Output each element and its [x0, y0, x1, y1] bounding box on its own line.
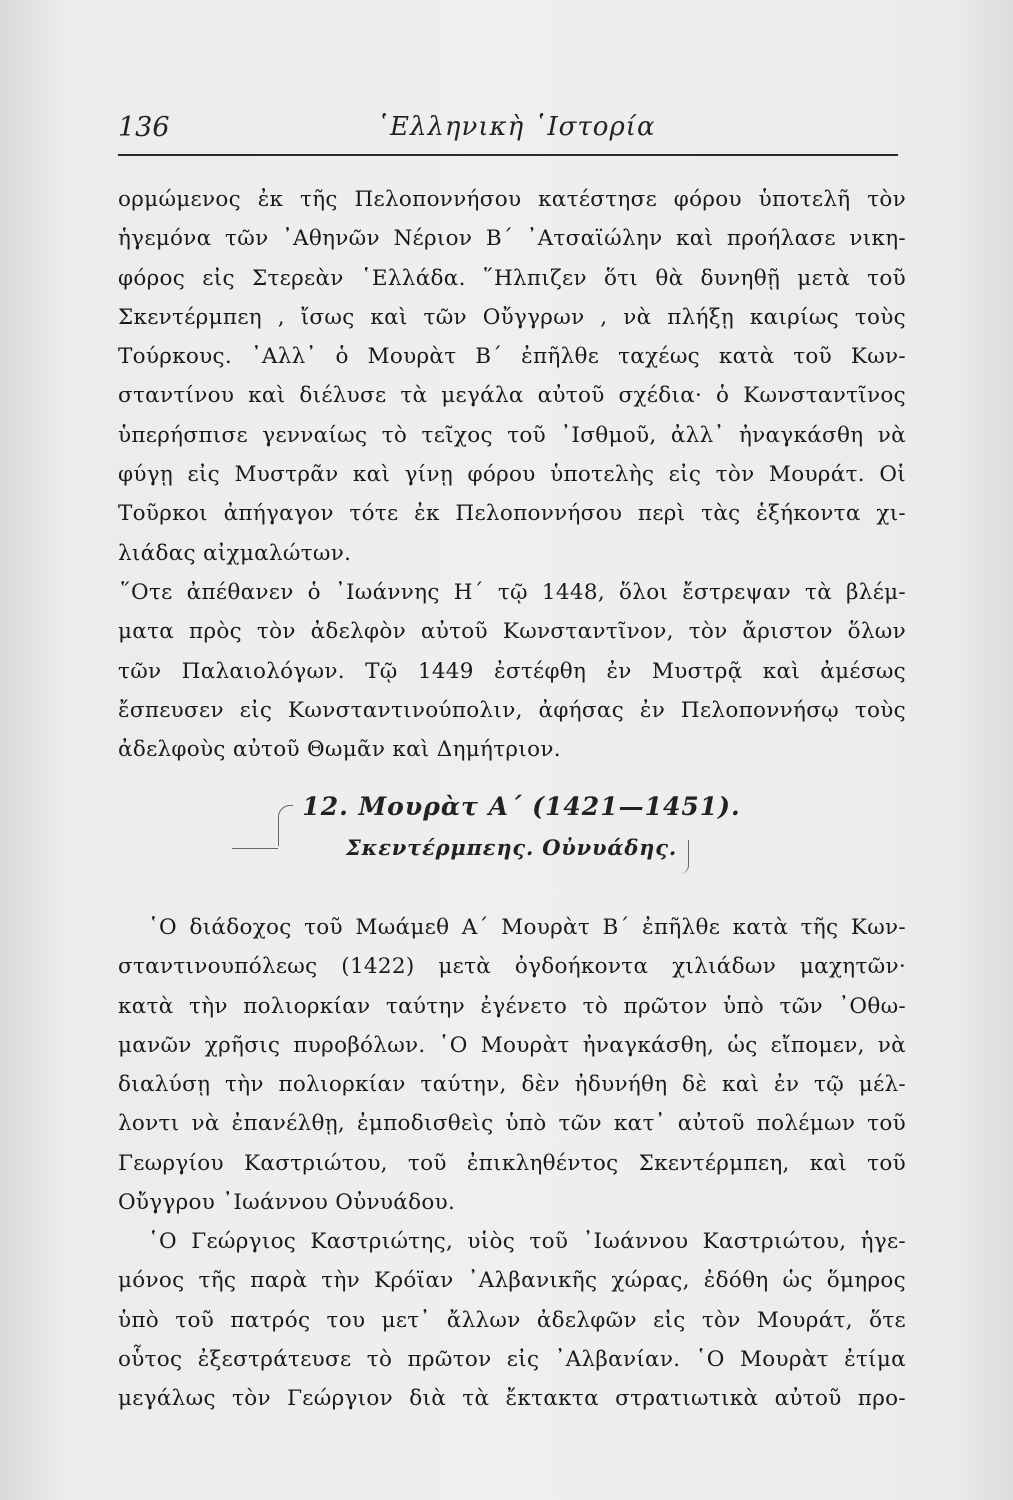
text-line: μόνος τῆς παρὰ τὴν Κρόϊαν ᾿Αλβανικῆς χώρας, ἐδόθη ὡς ὅμηρος [118, 1268, 906, 1294]
page-number: 136 [118, 112, 170, 143]
text-line: ἔσπευσεν εἰς Κωνσταντινούπολιν, ἀφήσας ἐν Πελοποννήσῳ τοὺς [118, 697, 906, 723]
pencil-mark [680, 840, 689, 874]
running-title: ῾Ελληνικὴ ῾Ιστορία [376, 112, 656, 142]
paragraph-2 [118, 573, 906, 769]
text-line: τῶν Παλαιολόγων. Τῷ 1449 ἐστέφθη ἐν Μυστρᾷ καὶ ἀμέσως [118, 658, 906, 684]
text-line: κατὰ τὴν πολιορκίαν ταύτην ἐγένετο τὸ πρῶτον ὑπὸ τῶν ᾿Οθω- [118, 993, 906, 1019]
text-line: διαλύσῃ τὴν πολιορκίαν ταύτην, δὲν ἠδυνήθη δὲ καὶ ἐν τῷ μέλ- [118, 1072, 906, 1098]
pencil-mark [278, 805, 293, 846]
text-line: σταντινουπόλεως (1422) μετὰ ὀγδοήκοντα χιλιάδων μαχητῶν· [118, 954, 906, 980]
pencil-mark [232, 848, 278, 849]
text-line: ορμώμενος ἐκ τῆς Πελοποννήσου κατέστησε φόρου ὑποτελῆ τὸν [118, 187, 906, 212]
paragraph-1 [118, 180, 906, 573]
text-line: ἡγεμόνα τῶν ᾿Αθηνῶν Νέριον Β΄ ᾿Ατσαϊώλην καὶ προήλασε νικη- [118, 226, 906, 252]
text-line: φόρος εἰς Στερεὰν ῾Ελλάδα. ῞Ηλπιζεν ὅτι θὰ δυνηθῇ μετὰ τοῦ [118, 265, 906, 291]
section-subtitle: Σκεντέρμπεης. Οὐνυάδης. [346, 835, 677, 860]
text-line: ῾Ο Γεώργιος Καστριώτης, υἱὸς τοῦ ᾿Ιωάννου Καστριώτου, ἡγε- [148, 1229, 906, 1254]
text-line: λιάδας αἰχμαλώτων. [118, 540, 352, 566]
text-line: Οὔγγρου ᾿Ιωάννου Οὐνυάδου. [118, 1190, 456, 1216]
text-line: Τοῦρκοι ἀπήγαγον τότε ἐκ Πελοποννήσου περὶ τὰς ἑξήκοντα χι- [118, 501, 906, 527]
text-line: μανῶν χρῆσις πυροβόλων. ῾Ο Μουρὰτ ἠναγκάσθη, ὡς εἴπομεν, νὰ [118, 1032, 906, 1058]
text-line: ὑπὸ τοῦ πατρός του μετ᾿ ἄλλων ἀδελφῶν εἰς τὸν Μουράτ, ὅτε [118, 1307, 906, 1333]
text-line: Γεωργίου Καστριώτου, τοῦ ἐπικληθέντος Σκεντέρμπεη, καὶ τοῦ [118, 1150, 906, 1176]
text-line: ῞Οτε ἀπέθανεν ὁ ᾿Ιωάννης Η΄ τῷ 1448, ὅλοι ἔστρεψαν τὰ βλέμ- [120, 580, 906, 605]
text-line: οὗτος ἐξεστράτευσε τὸ πρῶτον εἰς ᾿Αλβανίαν. ῾Ο Μουρὰτ ἐτίμα [118, 1346, 906, 1372]
text-line: μεγάλως τὸν Γεώργιον διὰ τὰ ἔκτακτα στρατιωτικὰ αὐτοῦ προ- [118, 1386, 906, 1412]
paragraph-4 [118, 1222, 906, 1418]
text-line: Τούρκους. ᾿Αλλ᾿ ὁ Μουρὰτ Β΄ ἐπῆλθε ταχέως κατὰ τοῦ Κων- [118, 344, 906, 370]
text-line: σταντίνου καὶ διέλυσε τὰ μεγάλα αὐτοῦ σχέδια· ὁ Κωνσταντῖνος [118, 383, 906, 409]
text-line: ῾Ο διάδοχος τοῦ Μωάμεθ Α΄ Μουρὰτ Β΄ ἐπῆλθε κατὰ τῆς Κων- [148, 915, 906, 940]
header-rule [118, 154, 898, 156]
text-line: Σκεντέρμπεη , ἴσως καὶ τῶν Οὔγγρων , νὰ πλήξῃ καιρίως τοὺς [118, 304, 906, 330]
text-line: λοντι νὰ ἐπανέλθῃ, ἐμποδισθεὶς ὑπὸ τῶν κατ᾿ αὐτοῦ πολέμων τοῦ [118, 1111, 906, 1137]
text-line: ἀδελφοὺς αὐτοῦ Θωμᾶν καὶ Δημήτριον. [118, 737, 561, 763]
text-line: φύγῃ εἰς Μυστρᾶν καὶ γίνῃ φόρου ὑποτελὴς εἰς τὸν Μουράτ. Οἱ [118, 462, 906, 488]
page-header [118, 108, 896, 152]
section-title: 12. Μουρὰτ Α΄ (1421—1451). [302, 792, 741, 821]
text-line: ματα πρὸς τὸν ἀδελφὸν αὐτοῦ Κωνσταντῖνον, τὸν ἄριστον ὅλων [118, 619, 906, 645]
text-line: ὑπερήσπισε γενναίως τὸ τεῖχος τοῦ ᾿Ισθμοῦ, ἀλλ᾿ ἠναγκάσθη νὰ [118, 422, 906, 448]
paragraph-3 [118, 908, 906, 1222]
